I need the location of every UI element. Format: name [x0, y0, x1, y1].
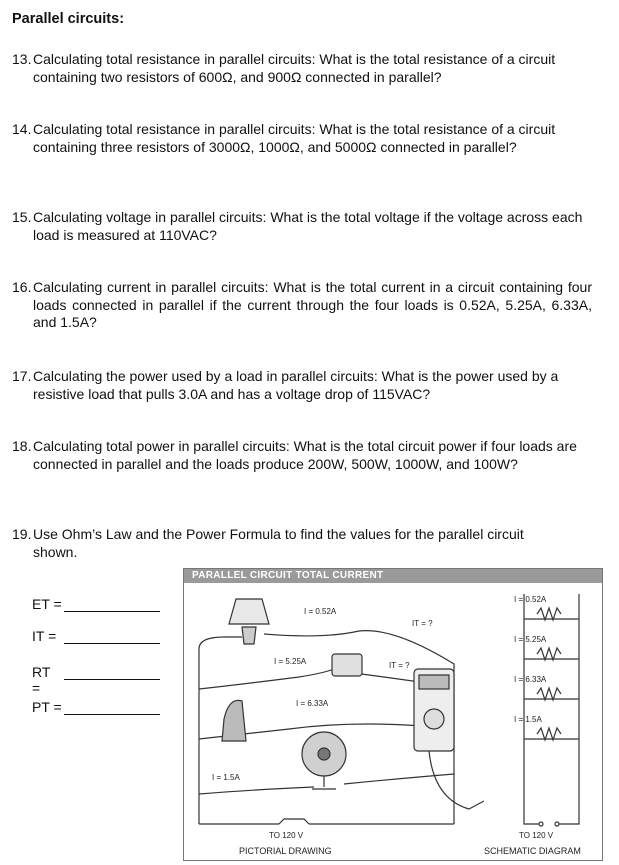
circuit-figure: [183, 568, 603, 861]
answer-label: RT =: [32, 664, 51, 696]
schematic-i4: I = 1.5A: [514, 715, 542, 724]
iron: [222, 700, 246, 741]
question-16: [12, 279, 592, 332]
answer-label: PT =: [32, 699, 62, 715]
caption-schematic: SCHEMATIC DIAGRAM: [484, 846, 581, 856]
wire-fan: [199, 787, 314, 794]
page-heading: Parallel circuits:: [12, 11, 125, 27]
label-i1: I = 0.52A: [304, 607, 337, 616]
answer-et: [32, 596, 62, 612]
answer-it: [32, 628, 62, 644]
question-text: Calculating total resistance in parallel circuits: What is the total resistance of a circuit containing three resistors of 3000Ω, 1000Ω, and 5000Ω connected in parallel?: [33, 121, 556, 155]
meter-probe: [429, 751, 484, 809]
answer-blank[interactable]: [64, 643, 160, 644]
label-it-2: IT = ?: [389, 661, 410, 670]
question-text: Use Ohm’s Law and the Power Formula to find the values for the parallel circuit shown.: [33, 526, 524, 560]
question-number: 14.: [12, 121, 32, 137]
answer-rt: [32, 664, 62, 696]
schematic-rails: [524, 594, 579, 824]
schematic-source: TO 120 V: [519, 831, 554, 840]
label-i4: I = 1.5A: [212, 773, 240, 782]
label-source: TO 120 V: [269, 831, 304, 840]
resistor-1: [537, 608, 561, 620]
caption-pictorial: PICTORIAL DRAWING: [239, 846, 332, 856]
toaster: [332, 654, 362, 676]
answer-label: IT =: [32, 628, 57, 644]
label-i2: I = 5.25A: [274, 657, 307, 666]
lamp-shade: [229, 599, 269, 624]
schematic-i3: I = 6.33A: [514, 675, 547, 684]
question-17: [12, 368, 592, 403]
question-15: [12, 209, 592, 244]
resistor-4: [537, 728, 561, 740]
question-number: 18.: [12, 438, 32, 454]
schematic-i2: I = 5.25A: [514, 635, 547, 644]
answer-pt: [32, 699, 62, 715]
schematic-i1: I = 0.52A: [514, 595, 547, 604]
question-number: 17.: [12, 368, 32, 384]
answer-blank[interactable]: [64, 714, 160, 715]
question-text: Calculating current in parallel circuits: What is the total current in a circuit containing four loads connected in parallel if the current through the four loads is 0.52A, 5.25A, 6.33A, and 1.5A?: [33, 279, 592, 330]
question-number: 19.: [12, 526, 32, 542]
question-19: [12, 526, 532, 561]
question-14: [12, 121, 592, 156]
resistor-3: [537, 688, 561, 700]
label-it: IT = ?: [412, 619, 433, 628]
question-number: 13.: [12, 51, 32, 67]
question-13: [12, 51, 592, 86]
question-number: 15.: [12, 209, 32, 225]
figure-title: PARALLEL CIRCUIT TOTAL CURRENT: [192, 570, 384, 581]
resistor-2: [537, 648, 561, 660]
question-text: Calculating voltage in parallel circuits: What is the total voltage if the voltage across each load is measured at 110VAC?: [33, 209, 583, 243]
answer-blank[interactable]: [64, 611, 160, 612]
answer-blank[interactable]: [64, 679, 160, 680]
label-i3: I = 6.33A: [296, 699, 329, 708]
question-text: Calculating the power used by a load in parallel circuits: What is the power used by a resistive load that pulls 3.0A and has a voltage drop of 115VAC?: [33, 368, 559, 402]
question-text: Calculating total power in parallel circuits: What is the total circuit power if four loads are connected in parallel and the loads produce 200W, 500W, 1000W, and 100W?: [33, 438, 577, 472]
question-number: 16.: [12, 279, 32, 295]
question-18: [12, 438, 592, 473]
wire-toaster: [199, 669, 334, 689]
question-text: Calculating total resistance in parallel circuits: What is the total resistance of a circuit containing two resistors of 600Ω, and 900Ω connected in parallel?: [33, 51, 556, 85]
answer-label: ET =: [32, 596, 62, 612]
